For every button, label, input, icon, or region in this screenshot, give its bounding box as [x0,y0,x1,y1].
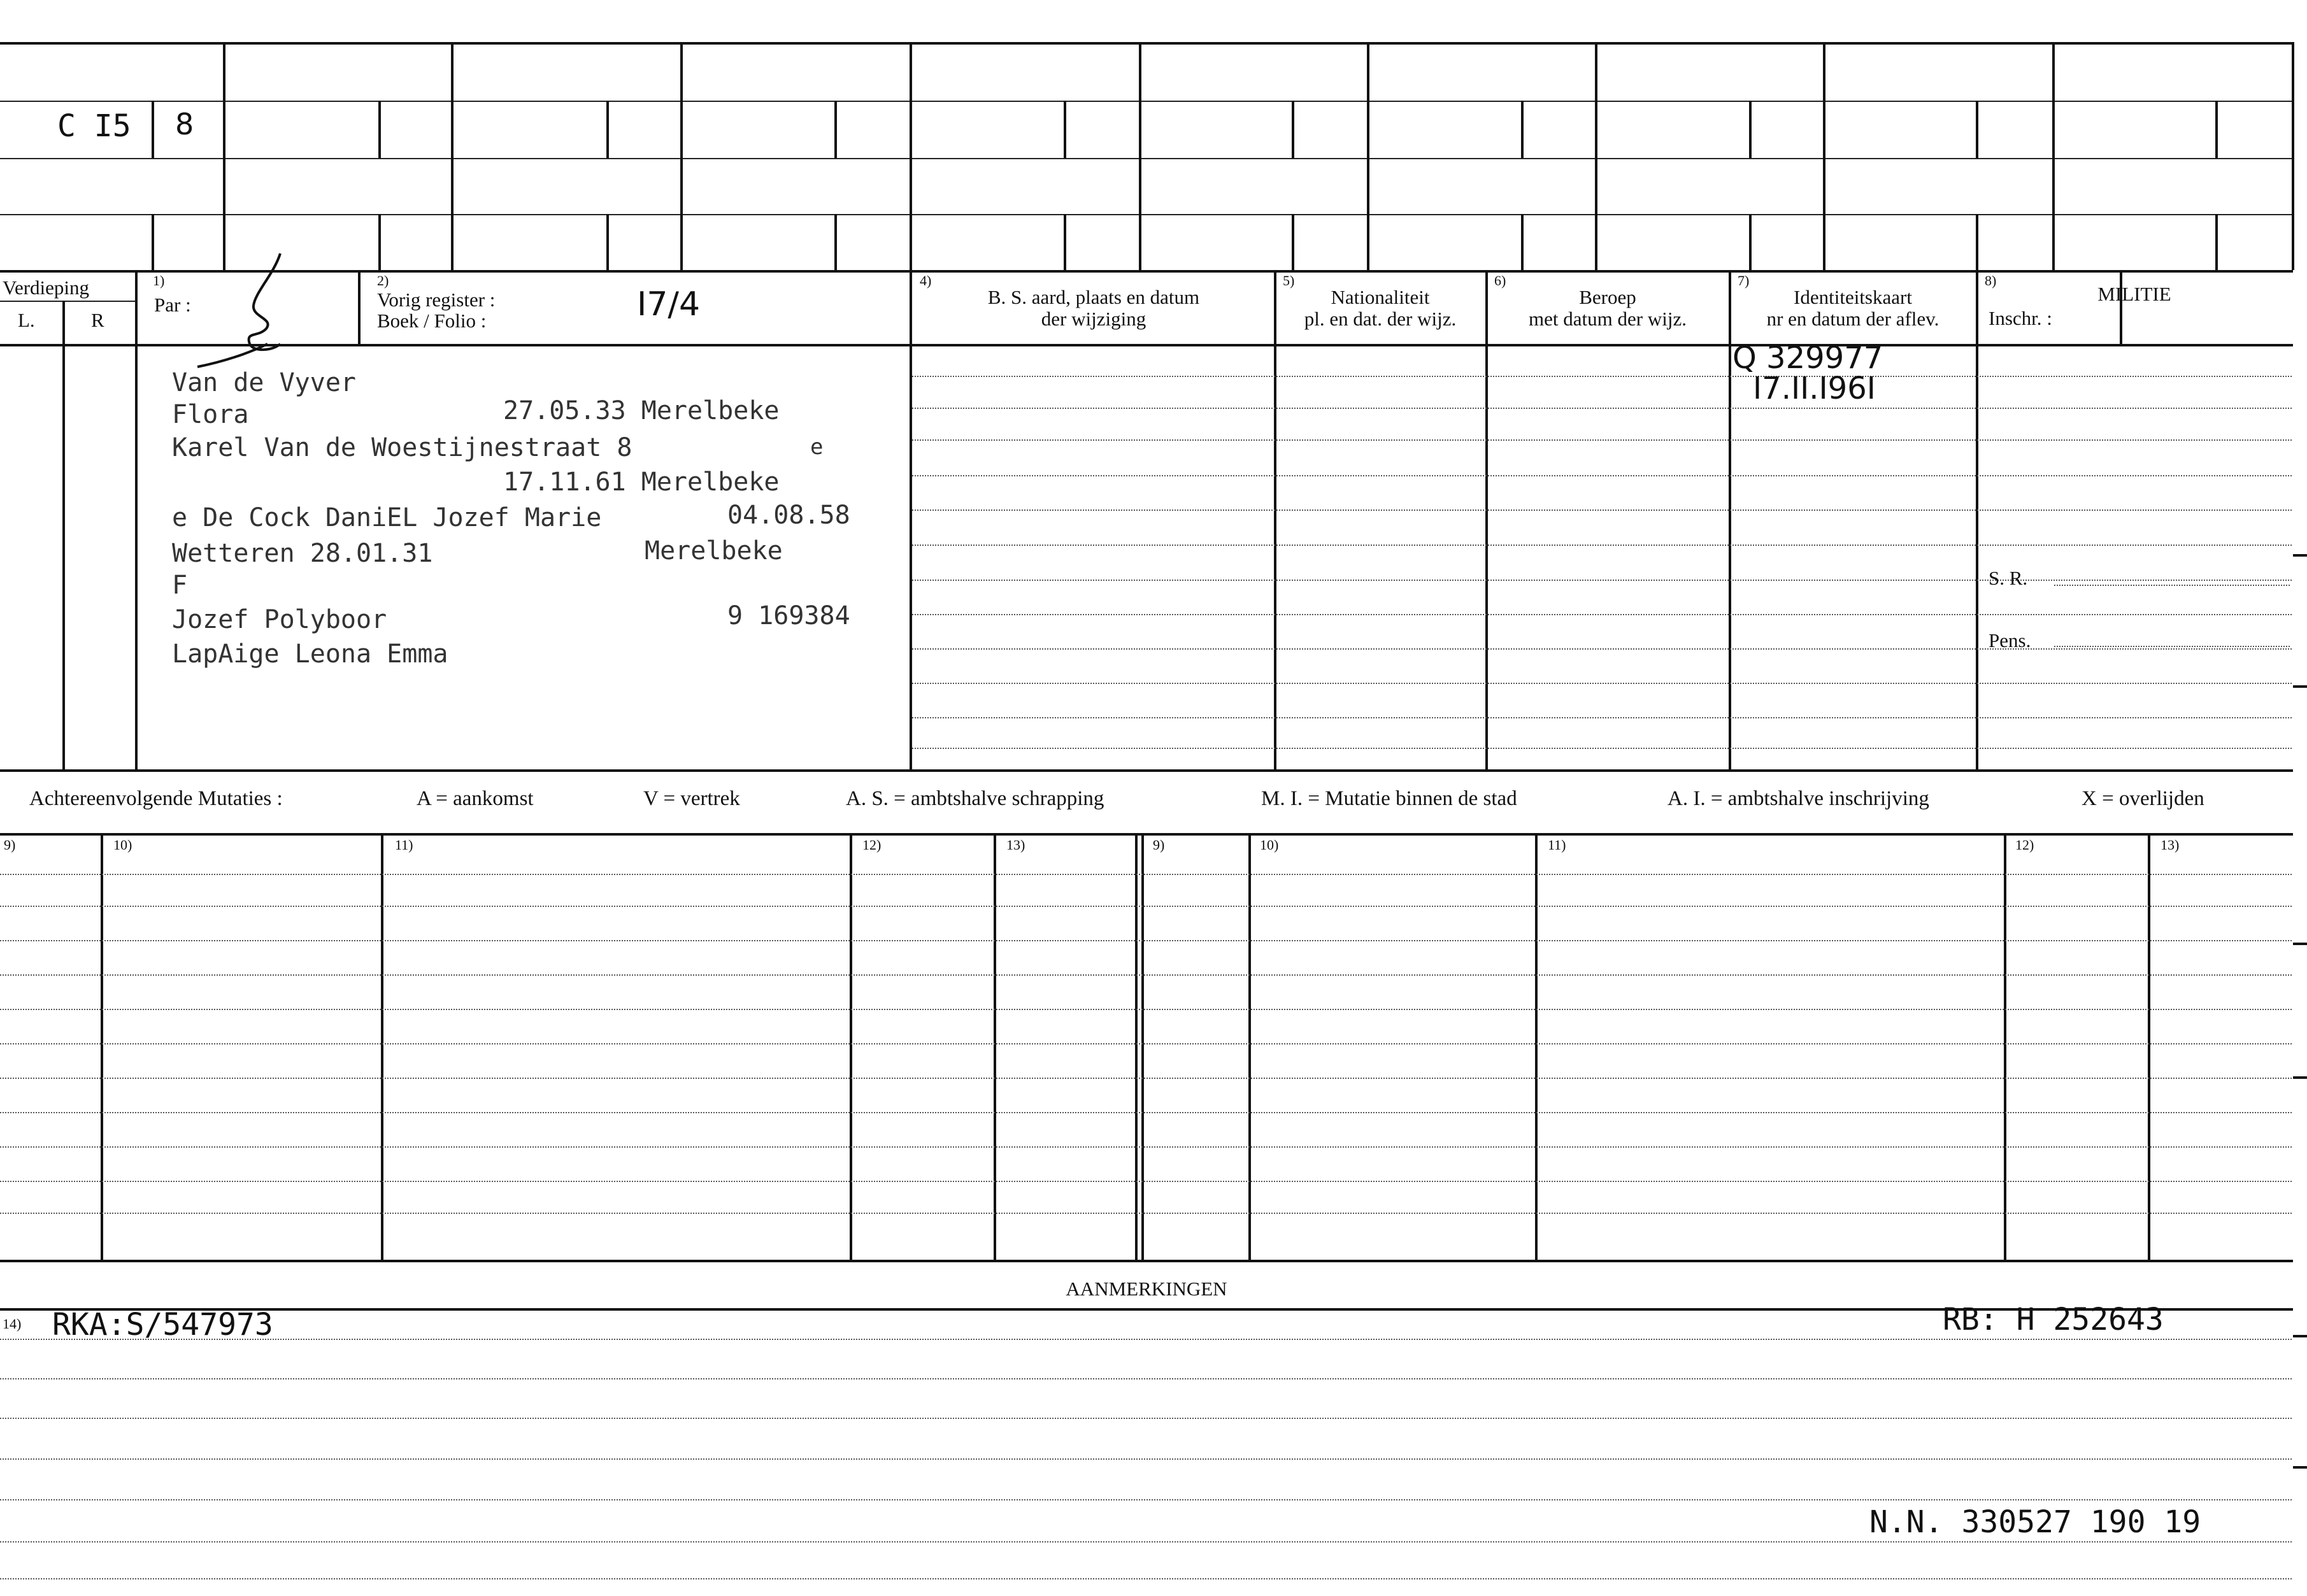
id-card-date: I7.II.I96I [1753,371,1876,406]
legend-mi: M. I. = Mutatie binnen de stad [1261,787,1517,810]
birth-date-place: 27.05.33 Merelbeke [503,396,780,425]
pens-label: Pens. [1989,629,2031,652]
col-10-left: 10) [113,837,132,853]
legend-v: V = vertrek [643,787,740,810]
nationaliteit-label-1: Nationaliteit [1331,286,1430,308]
first-name: Flora [172,400,249,429]
legend-x: X = overlijden [2082,787,2204,810]
spouse: e De Cock DaniEL Jozef Marie [172,503,602,532]
col-10-right: 10) [1260,837,1279,853]
field-2-number: 2) [377,273,389,289]
code-number: 8 [175,107,194,141]
id-card-number: Q 329977 [1732,340,1883,376]
spouse-birth: Wetteren 28.01.31 [172,539,433,568]
beroep-label-1: Beroep [1579,286,1636,308]
sex-mark: F [172,571,188,600]
identiteitskaart-label-2: nr en datum der aflev. [1766,308,1939,330]
reference-number: 9 169384 [727,601,850,631]
sr-line [2054,585,2290,586]
legend-ai: A. I. = ambtshalve inschrijving [1668,787,1929,810]
rb-number: RB: H 252643 [1943,1302,2164,1337]
col-9-right: 9) [1153,837,1165,853]
field-8-number: 8) [1985,273,1997,289]
col-9-left: 9) [4,837,16,853]
militie-label: MILITIE [2097,283,2171,305]
col-11-right: 11) [1548,837,1566,853]
beroep-label-2: met datum der wijz. [1529,308,1687,330]
field-4-number: 4) [920,273,932,289]
registration-date-place: 17.11.61 Merelbeke [503,467,780,497]
national-number: N.N. 330527 190 19 [1869,1504,2201,1540]
col-11-left: 11) [395,837,413,853]
mutaties-title: Achtereenvolgende Mutaties : [29,787,283,810]
marriage-date: 04.08.58 [727,501,850,530]
nationaliteit-label-2: pl. en dat. der wijz. [1304,308,1457,330]
vorig-register-label: Vorig register : [377,289,496,311]
bs-label-2: der wijziging [1041,308,1146,330]
col-12-left: 12) [862,837,882,853]
father: Jozef Polyboor [172,605,387,634]
verdieping-label: Verdieping [3,276,90,299]
col-13-left: 13) [1006,837,1025,853]
address: Karel Van de Woestijnestraat 8 [172,433,632,462]
sr-label: S. R. [1989,567,2028,589]
verdieping-r-label: R [91,309,104,331]
par-label: Par : [154,294,191,316]
legend-as: A. S. = ambtshalve schrapping [846,787,1104,810]
pens-line [2054,646,2290,647]
place-2: Merelbeke [645,536,783,566]
field-6-number: 6) [1494,273,1506,289]
mother: LapAige Leona Emma [172,639,448,669]
code-value: C I5 [57,108,131,144]
field-7-number: 7) [1738,273,1750,289]
col-12-right: 12) [2015,837,2034,853]
verdieping-l-label: L. [18,309,35,331]
inschr-label: Inschr. : [1989,307,2052,329]
vorig-register-value: I7/4 [637,285,701,324]
identiteitskaart-label-1: Identiteitskaart [1794,286,1912,308]
rka-number: RKA:S/547973 [52,1307,273,1343]
field-1-number: 1) [153,273,165,289]
boek-folio-label: Boek / Folio : [377,310,487,332]
signature-mark [185,248,312,369]
surname: Van de Vyver [172,368,356,397]
field-14-number: 14) [3,1316,22,1332]
col-13-right: 13) [2161,837,2180,853]
bs-label-1: B. S. aard, plaats en datum [987,286,1200,308]
e-mark: e [810,434,824,460]
field-5-number: 5) [1283,273,1295,289]
legend-a: A = aankomst [417,787,534,810]
aanmerkingen-title: AANMERKINGEN [1066,1278,1227,1300]
